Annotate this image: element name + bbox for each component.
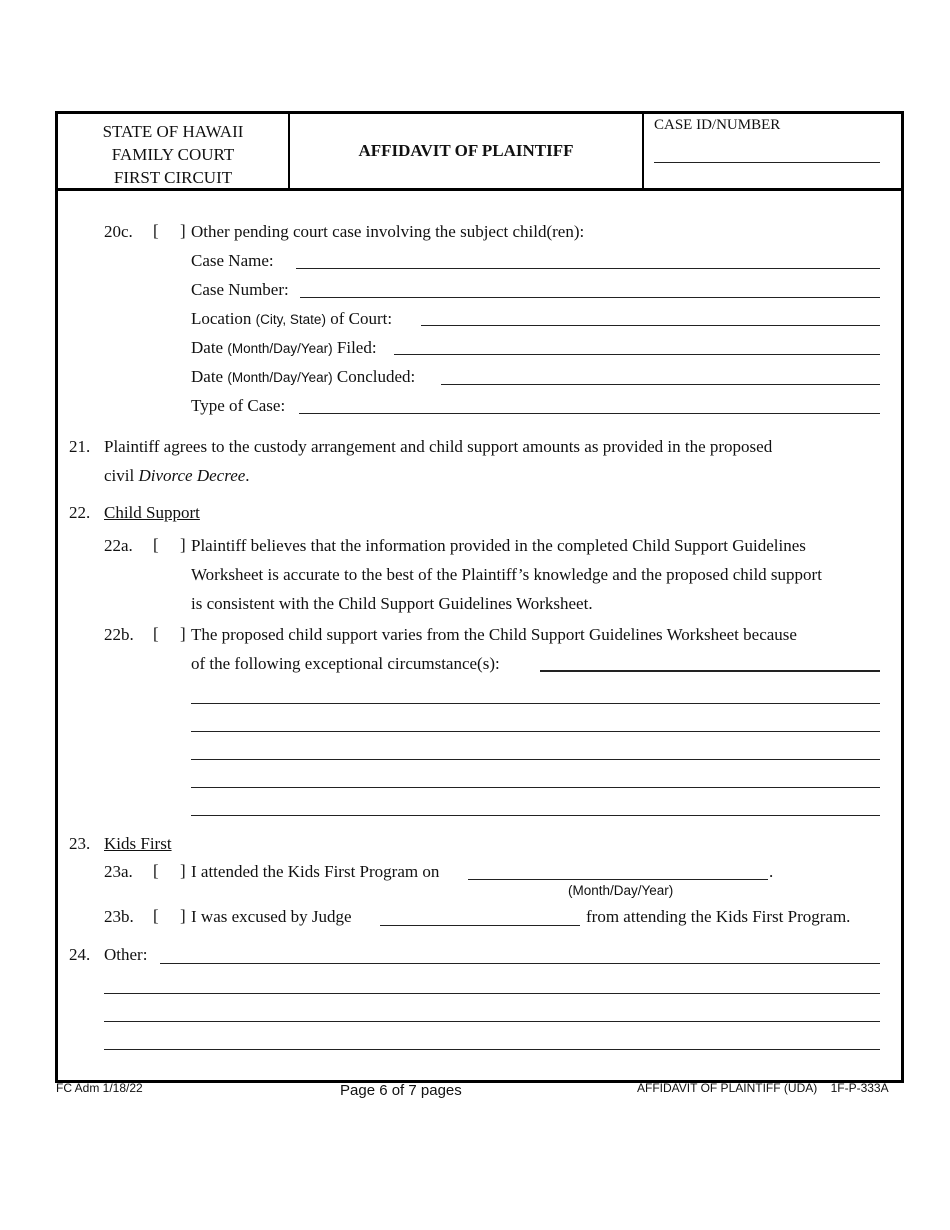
item-text: is consistent with the Child Support Guidelines Worksheet. [191,594,593,613]
case-id-label: CASE ID/NUMBER [654,117,781,133]
location-field[interactable] [421,325,880,326]
header-divider [642,114,644,191]
item-text: from attending the Kids First Program. [586,907,851,926]
item-number: 24. [69,945,91,964]
checkbox-23a-close: ] [180,861,186,880]
item-text: of the following exceptional circumstance(s): [191,654,500,673]
form-id: AFFIDAVIT OF PLAINTIFF (UDA) 1F-P-333A [637,1081,889,1095]
other-field[interactable] [160,963,880,964]
date-filed-label: Date (Month/Day/Year) Filed: [191,338,377,357]
location-label: Location (City, State) of Court: [191,309,393,328]
item-text: Other pending court case involving the subject child(ren): [191,222,585,241]
date-concluded-field[interactable] [441,384,880,385]
date-format-hint: (Month/Day/Year) [568,883,674,898]
date-filed-field[interactable] [394,354,880,355]
checkbox-23b-close: ] [180,906,186,925]
item-text: Plaintiff agrees to the custody arrangement and child support amounts as provided in the proposed [104,437,773,456]
checkbox-22b[interactable]: [ [153,624,159,643]
other-field[interactable] [104,993,880,994]
item-number: 22a. [104,536,133,555]
circumstances-field[interactable] [191,759,880,760]
item-text: Plaintiff believes that the information provided in the completed Child Support Guidelines [191,536,806,555]
item-number: 22b. [104,625,134,644]
form-code: FC Adm 1/18/22 [56,1081,143,1095]
other-field[interactable] [104,1021,880,1022]
case-number-field[interactable] [300,297,880,298]
item-text: Worksheet is accurate to the best of the Plaintiff’s knowledge and the proposed child support [191,565,822,584]
item-text: The proposed child support varies from the Child Support Guidelines Worksheet because [191,625,797,644]
section-heading: Child Support [104,503,200,522]
section-heading: Kids First [104,834,172,853]
kids-first-date-field[interactable] [468,879,768,880]
checkbox-20c-close: ] [180,221,186,240]
item-text: I attended the Kids First Program on [191,862,440,881]
case-name-label: Case Name: [191,251,274,270]
item-number: 23. [69,834,91,853]
judge-name-field[interactable] [380,925,580,926]
circumstances-field[interactable] [191,787,880,788]
other-field[interactable] [104,1049,880,1050]
case-number-label: Case Number: [191,280,289,299]
circumstances-field[interactable] [191,703,880,704]
item-number: 23a. [104,862,133,881]
other-label: Other: [104,945,148,964]
checkbox-22b-close: ] [180,624,186,643]
type-of-case-field[interactable] [299,413,880,414]
page-number: Page 6 of 7 pages [340,1082,462,1099]
circumstances-field[interactable] [191,731,880,732]
period: . [769,862,774,881]
type-of-case-label: Type of Case: [191,396,286,415]
case-id-field[interactable] [654,162,880,163]
item-number: 23b. [104,907,134,926]
checkbox-23b[interactable]: [ [153,906,159,925]
circumstances-field[interactable] [191,815,880,816]
item-text: I was excused by Judge [191,907,352,926]
item-number: 20c. [104,222,133,241]
date-concluded-label: Date (Month/Day/Year) Concluded: [191,367,416,386]
checkbox-20c[interactable]: [ [153,221,159,240]
checkbox-23a[interactable]: [ [153,861,159,880]
item-number: 22. [69,503,91,522]
checkbox-22a[interactable]: [ [153,535,159,554]
court-name: STATE OF HAWAII FAMILY COURT FIRST CIRCUIT [102,122,244,187]
case-name-field[interactable] [296,268,880,269]
item-number: 21. [69,437,91,456]
page-title: AFFIDAVIT OF PLAINTIFF [358,141,574,160]
checkbox-22a-close: ] [180,535,186,554]
circumstances-field[interactable] [540,670,880,672]
item-text: civil Divorce Decree. [104,466,250,485]
